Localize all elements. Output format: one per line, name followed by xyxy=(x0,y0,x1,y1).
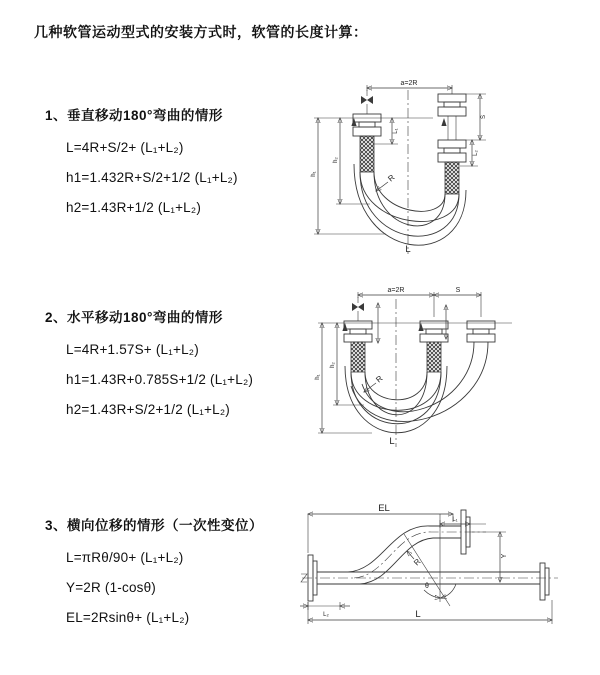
dim-h1-label: h₁ xyxy=(315,374,321,380)
dim-h2-label: h₂ xyxy=(330,362,336,368)
dim-l xyxy=(308,600,552,624)
right-fitting-upper xyxy=(438,94,466,116)
formula-h1: h1=1.43R+0.785S+1/2 (L₁+L₂) xyxy=(66,371,254,387)
dim-el-label: EL xyxy=(378,503,390,514)
dim-y-label: Y xyxy=(501,553,508,559)
right-fitting-lower xyxy=(438,140,466,194)
section-lateral-displacement xyxy=(45,514,263,632)
dim-a2r xyxy=(358,287,481,317)
dim-a2r xyxy=(367,80,452,94)
valve-icon xyxy=(352,297,364,321)
formula-h1: h1=1.432R+S/2+1/2 (L₁+L₂) xyxy=(66,169,238,185)
dim-s-label: S xyxy=(481,114,487,120)
dim-l1-left-label: L₁ xyxy=(393,128,399,134)
left-fitting xyxy=(353,114,381,172)
dim-el xyxy=(308,503,453,553)
section-2-formulas xyxy=(66,334,253,424)
hose-curves xyxy=(345,342,488,433)
dim-l1-label: L₁ xyxy=(452,517,458,523)
dim-a2r-label: a=2R xyxy=(387,287,405,294)
dim-l-label: L xyxy=(415,609,421,620)
hose-s-curve xyxy=(348,526,486,584)
reference-line xyxy=(318,323,512,331)
braided-hose-left xyxy=(351,342,365,372)
radius-label: R xyxy=(412,557,423,568)
formula-el: EL=2Rsinθ+ (L₁+L₂) xyxy=(66,609,190,625)
diagram-lateral-displacement xyxy=(300,498,600,654)
section-2-heading: 2、水平移动180°弯曲的情形 xyxy=(45,310,223,325)
formula-y: Y=2R (1-cosθ) xyxy=(66,579,157,595)
diagram-vertical-180-bend xyxy=(308,74,598,260)
section-3-formulas xyxy=(66,542,263,632)
section-horizontal-movement xyxy=(45,306,253,424)
right-pipe xyxy=(448,116,456,140)
dim-s-label: S xyxy=(455,287,461,294)
radius-label: R xyxy=(374,373,385,385)
lower-right-flange xyxy=(540,563,549,600)
section-vertical-movement xyxy=(45,104,238,222)
section-1-heading: 1、垂直移动180°弯曲的情形 xyxy=(45,108,223,123)
right-fitting xyxy=(467,321,495,342)
dim-y xyxy=(472,532,508,582)
length-label: L xyxy=(405,244,411,255)
dim-l2-label: L₂ xyxy=(323,612,329,618)
dim-h1 xyxy=(315,323,372,433)
section-1-formulas xyxy=(66,132,238,222)
dim-l2-right-label: L₂ xyxy=(473,150,479,156)
braided-hose-middle xyxy=(427,342,441,372)
middle-fitting xyxy=(420,321,448,372)
dim-s xyxy=(466,94,487,140)
formula-h2: h2=1.43R+1/2 (L₁+L₂) xyxy=(66,199,202,215)
radius-label: R xyxy=(386,172,397,184)
dim-h1-label: h₁ xyxy=(311,171,317,177)
dim-h2-label: h₂ xyxy=(333,157,339,163)
page-title: 几种软管运动型式的安装方式时，软管的长度计算： xyxy=(34,24,368,40)
valve-icon xyxy=(361,90,373,114)
radius-callout xyxy=(376,173,397,191)
diagram-horizontal-180-bend xyxy=(312,281,598,451)
braided-hose-left xyxy=(360,136,374,172)
dim-h1 xyxy=(311,118,386,234)
section-3-heading: 3、横向位移的情形（一次性变位） xyxy=(45,518,264,533)
dim-s xyxy=(434,287,481,298)
braided-hose-right xyxy=(445,162,459,194)
theta-label: θ xyxy=(425,583,429,590)
left-fitting xyxy=(344,321,372,372)
dim-l2 xyxy=(300,602,350,618)
formula-h2: h2=1.43R+S/2+1/2 (L₁+L₂) xyxy=(66,401,230,417)
formula-length: L=πRθ/90+ (L₁+L₂) xyxy=(66,549,184,565)
formula-length: L=4R+S/2+ (L₁+L₂) xyxy=(66,139,184,155)
length-label: L xyxy=(389,436,395,447)
dim-a2r-label: a=2R xyxy=(400,80,418,87)
formula-length: L=4R+1.57S+ (L₁+L₂) xyxy=(66,341,199,357)
